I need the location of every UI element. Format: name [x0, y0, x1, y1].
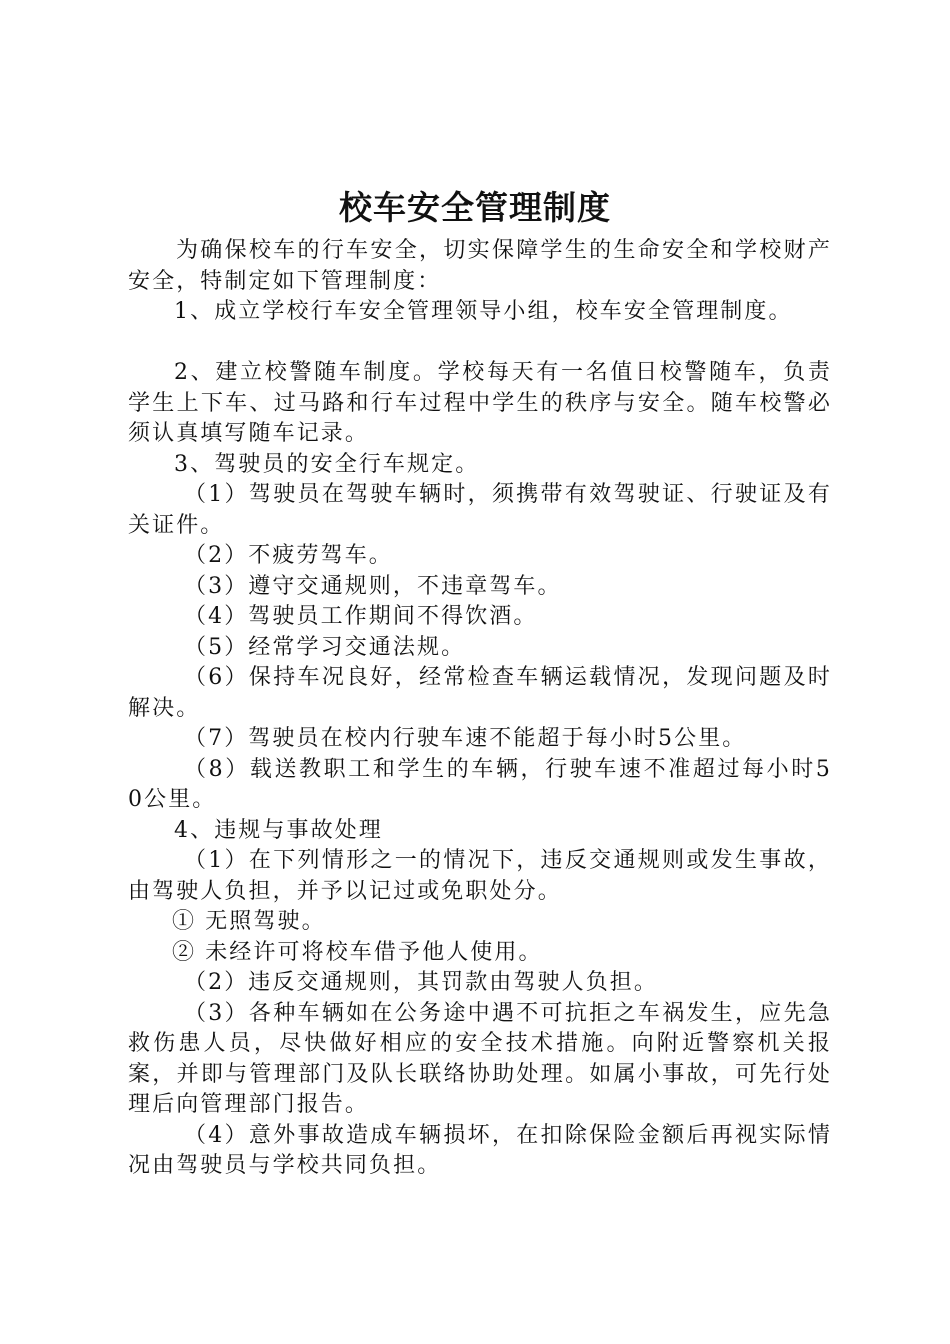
paragraph-intro: 为确保校车的行车安全，切实保障学生的生命安全和学校财产安全，特制定如下管理制度： — [128, 238, 832, 294]
paragraph-violation-4: （4）意外事故造成车辆损坏，在扣除保险金额后再视实际情况由驾驶员与学校共同负担。 — [128, 1122, 832, 1178]
paragraph-rule-8: （8）载送教职工和学生的车辆，行驶车速不准超过每小时50公里。 — [128, 756, 832, 812]
paragraph-violation-1: （1）在下列情形之一的情况下，违反交通规则或发生事故，由驾驶人负担，并予以记过或免职处分。 — [128, 848, 832, 904]
paragraph-item-3: 3、驾驶员的安全行车规定。 — [174, 451, 480, 477]
paragraph-rule-3: （3）遵守交通规则，不违章驾车。 — [184, 573, 562, 599]
paragraph-violation-2: （2）违反交通规则，其罚款由驾驶人负担。 — [184, 970, 658, 995]
paragraph-item-1: 1、成立学校行车安全管理领导小组，校车安全管理制度。 — [174, 299, 793, 324]
blank-line — [128, 328, 832, 359]
document-title: 校车安全管理制度 — [339, 188, 611, 227]
document-body — [128, 236, 832, 1182]
paragraph-rule-6: （6）保持车况良好，经常检查车辆运载情况，发现问题及时解决。 — [128, 665, 832, 721]
paragraph-item-2: 2、建立校警随车制度。学校每天有一名值日校警随车，负责学生上下车、过马路和行车过程中学生的秩序与安全。随车校警必须认真填写随车记录。 — [128, 360, 832, 446]
paragraph-rule-1: （1）驾驶员在驾驶车辆时，须携带有效驾驶证、行驶证及有关证件。 — [128, 482, 832, 538]
paragraph-rule-7: （7）驾驶员在校内行驶车速不能超于每小时5公里。 — [184, 726, 747, 751]
paragraph-violation-3: （3）各种车辆如在公务途中遇不可抗拒之车祸发生，应先急救伤患人员，尽快做好相应的安全技术措施。向附近警察机关报案，并即与管理部门及队长联络协助处理。如属小事故，可先行处理后向管理部门报告。 — [128, 1000, 832, 1117]
paragraph-circled-1: ① 无照驾驶。 — [172, 909, 326, 934]
paragraph-circled-2: ② 未经许可将校车借予他人使用。 — [172, 939, 543, 965]
paragraph-item-4: 4、违规与事故处理 — [174, 817, 383, 843]
paragraph-rule-2: （2）不疲劳驾车。 — [184, 543, 393, 568]
paragraph-rule-4: （4）驾驶员工作期间不得饮酒。 — [184, 604, 538, 629]
paragraph-rule-5: （5）经常学习交通法规。 — [184, 634, 466, 660]
